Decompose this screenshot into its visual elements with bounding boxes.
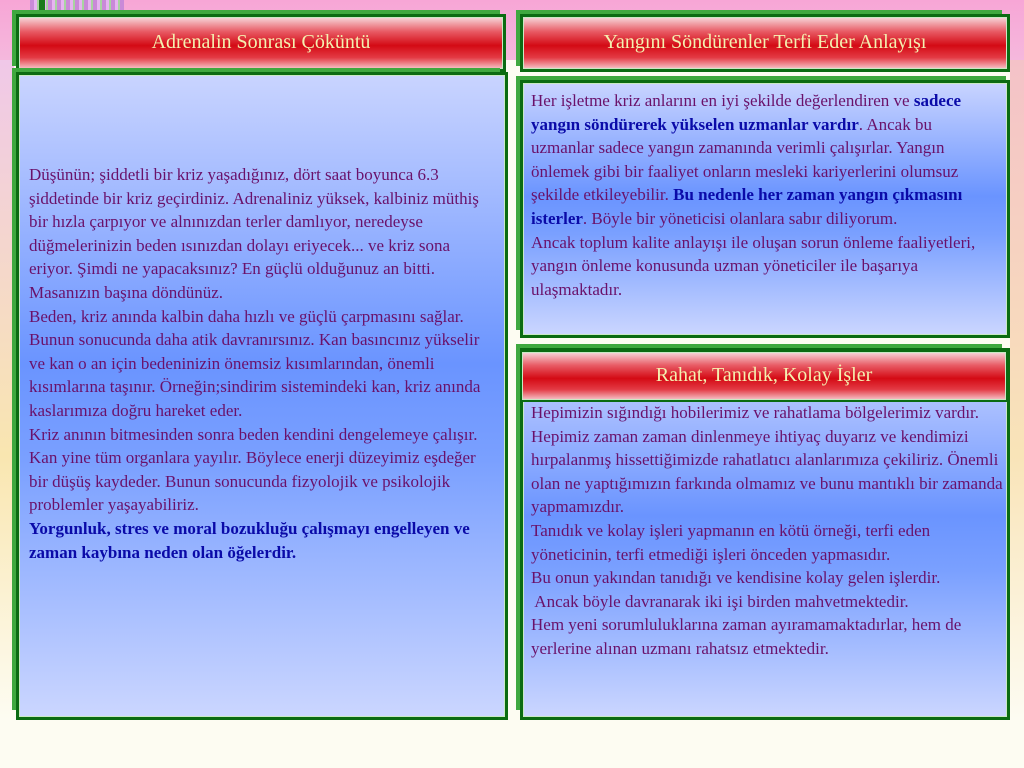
top-right-text-c: . Ancak bu uzmanlar sadece yangın zamanında verimli çalışırlar. Yangın önlemek gibi bir faaliyet onların mesleki kariyerlerini olumsuz şekilde etkileyebilir.: [531, 114, 959, 205]
top-right-title: Yangını Söndürenler Terfi Eder Anlayışı: [603, 31, 927, 53]
bottom-right-paragraph-2: Tanıdık ve kolay işleri yapmanın en kötü örneği, terfi eden yöneticinin, terfi etmediği işleri önceden yapmasıdır.: [531, 520, 931, 564]
top-right-emphasis-2: Bu nedenle her zaman yangın çıkmasını isterler: [531, 185, 963, 228]
top-right-body-text: [531, 89, 997, 301]
bottom-right-paragraph-1: Hepimizin sığındığı hobilerimiz ve rahatlama bölgelerimiz vardır. Hepimiz zaman zaman dinlenmeye ihtiyaç duyarız ve kendimizi hırpalanmış hissettiğimizde rahatlatıcı alanlarımıza çekiliriz. Önemli olan ne yaptığımızın farkında olmamız ve bunu mantıklı bir zamanda yapmamızdır.: [531, 403, 1003, 517]
bottom-right-body-text: [531, 401, 1010, 661]
top-right-body-panel: [520, 80, 1010, 338]
top-right-text-a: Her işletme kriz anlarını en iyi şekilde değerlendiren ve: [531, 91, 910, 110]
left-body-text: [29, 163, 489, 564]
top-right-title-bar: [520, 14, 1010, 72]
left-title: Adrenalin Sonrası Çöküntü: [151, 31, 371, 53]
bottom-right-title: Rahat, Tanıdık, Kolay İşler: [655, 364, 873, 386]
bottom-right-paragraph-3: Bu onun yakından tanıdığı ve kendisine kolay gelen işlerdir.: [531, 568, 941, 588]
bottom-right-title-bar: [520, 350, 1008, 402]
top-right-paragraph-2: Ancak toplum kalite anlayışı ile oluşan sorun önleme faaliyetleri, yangın önleme konusunda uzman yöneticiler ile başarıya ulaşmaktadır.: [531, 232, 976, 299]
left-body-panel: [16, 72, 508, 720]
bottom-right-paragraph-4: Ancak böyle davranarak iki işi birden mahvetmektedir.: [531, 591, 909, 611]
left-paragraph-1: Düşünün; şiddetli bir kriz yaşadığınız, dört saat boyunca 6.3 şiddetinde bir kriz geçirdiniz. Adrenaliniz yüksek, kalbiniz müthiş bir hızla çarpıyor ve alnınızdan terler damlıyor, neredeyse düğmelerinizin beden ısınızdan dolayı eriyecek... ve kriz sona eriyor. Şimdi ne yapacaksınız? En güçlü olduğunuz an bitti. Masanızın başına döndünüz.: [29, 165, 479, 302]
bottom-right-paragraph-5: Hem yeni sorumluluklarına zaman ayıramamaktadırlar, hem de yerlerine alınan uzmanı rahatsız etmektedir.: [531, 615, 962, 658]
background-right-band: [1010, 60, 1024, 720]
top-right-text-e: . Böyle bir yöneticisi olanlara sabır diliyorum.: [582, 208, 898, 228]
left-title-bar: [16, 14, 506, 72]
left-paragraph-3: Kriz anının bitmesinden sonra beden kendini dengelemeye çalışır. Kan yine tüm organlara yayılır. Böylece enerji düzeyimiz eşdeğer bir düşüş kaydeder. Bunun sonucunda fizyolojik ve psikolojik problemler yaşayabiliriz.: [29, 424, 478, 515]
left-paragraph-2: Beden, kriz anında kalbin daha hızlı ve güçlü çarpmasını sağlar. Bunun sonucunda daha atik davranırsınız. Kan basıncınız yükselir ve kan o an için bedeninizin önemsiz kısımlarından, önemli kısımlarına taşınır. Örneğin;sindirim sistemindeki kan, kriz anında kaslarımıza doğru hareket eder.: [29, 306, 481, 420]
bottom-right-body-panel: [520, 348, 1010, 720]
top-right-emphasis-1: sadece yangın söndürerek yükselen uzmanlar vardır: [531, 91, 962, 134]
left-emphasis: Yorgunluk, stres ve moral bozukluğu çalışmayı engelleyen ve zaman kaybına neden olan öğelerdir.: [29, 518, 470, 562]
